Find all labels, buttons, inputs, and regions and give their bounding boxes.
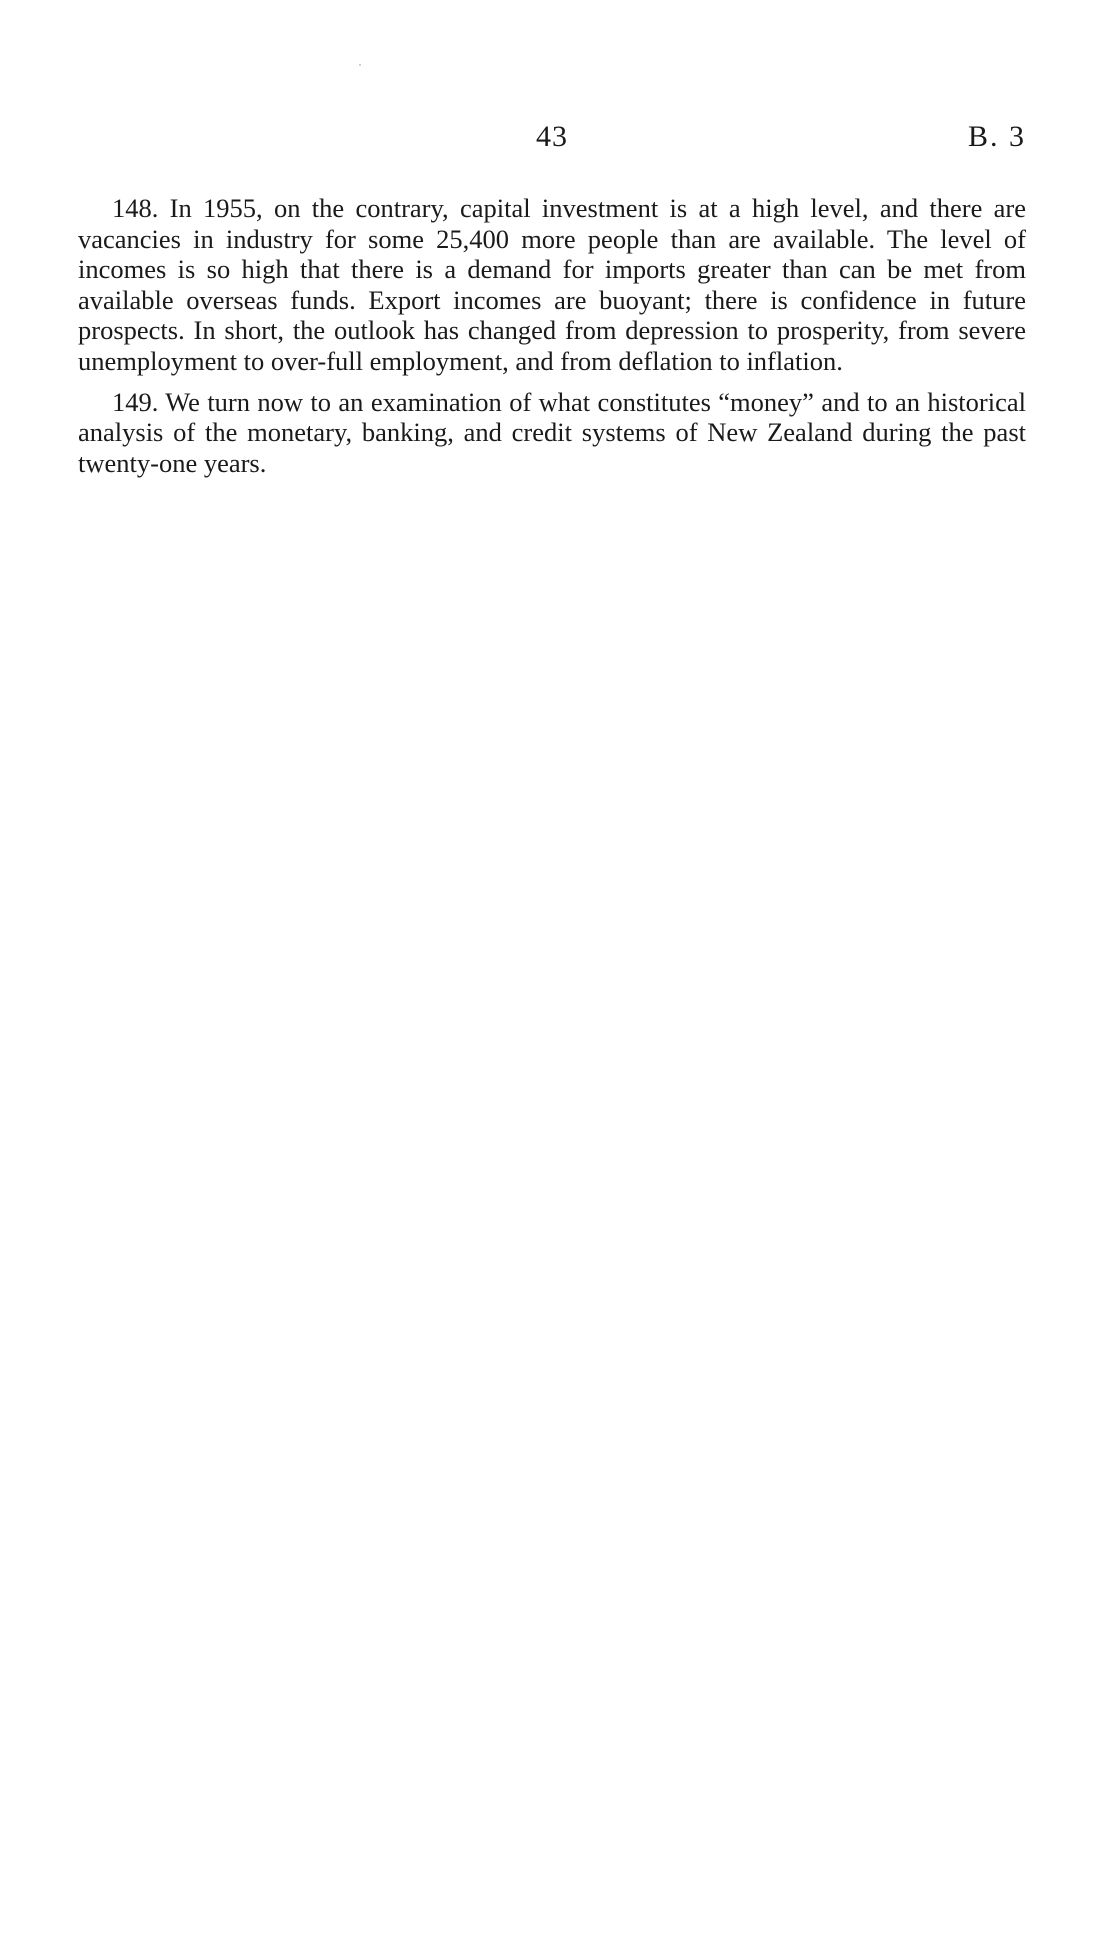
page-number: 43 [536, 120, 568, 153]
paragraph-148: 148. In 1955, on the contrary, capital investment is at a high level, and there are vacancies in industry for some 25,400 more people than are available. The level of incomes is so high that there is a demand for imports greater than can be met from available overseas funds. Export incomes are buoyant; there is confidence in future prospects. In short, the outlook has changed from depression to prosperity, from severe unemployment to over-full employment, and from deflation to inflation. [78, 193, 1026, 376]
body-text [78, 193, 1026, 488]
paragraph-149: 149. We turn now to an examination of what constitutes “money” and to an historical analysis of the monetary, banking, and credit systems of New Zealand during the past twenty-one years. [78, 386, 1026, 478]
page-header [78, 120, 1026, 160]
scan-speck [359, 64, 361, 66]
document-reference: B. 3 [967, 120, 1026, 153]
